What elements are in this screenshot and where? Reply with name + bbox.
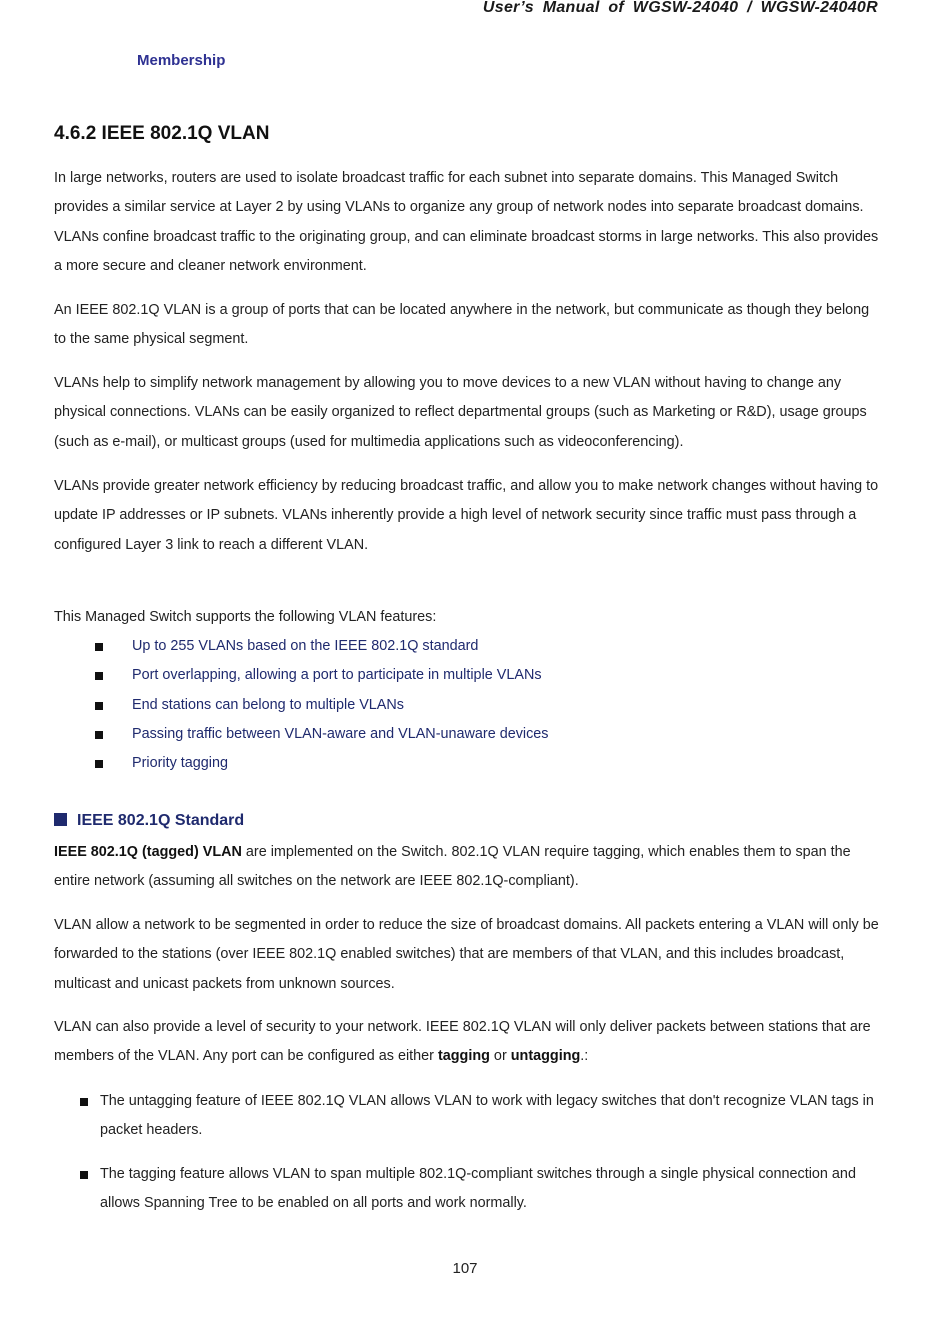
list-item [92, 691, 549, 720]
feature-text: Priority tagging [132, 755, 228, 772]
paragraph-vlan-management: VLANs help to simplify network management by allowing you to move devices to a new VLAN without having to change any physical connections. VLANs can be easily organized to reflect departmental groups (such as Marketing or R&D), usage groups (such as e-mail), or multicast groups (used for multimedia applications such as videoconferencing). [54, 375, 867, 450]
page-header: User’s Manual of WGSW-24040 / WGSW-24040R [482, 0, 878, 16]
feature-text: Passing traffic between VLAN-aware and VLAN-unaware devices [132, 725, 549, 742]
heading-square-icon [54, 813, 67, 826]
bullet-square-icon [95, 760, 103, 768]
features-intro: This Managed Switch supports the following VLAN features: [54, 609, 437, 625]
bullet-square-icon [95, 731, 103, 739]
paragraph-vlan-security [54, 1013, 884, 1072]
untagging-term: untagging [510, 1048, 581, 1065]
subsection-heading-text: IEEE 802.1Q Standard [77, 812, 245, 829]
bullet-square-icon [95, 672, 103, 680]
features-list [92, 632, 549, 778]
security-text-c: or [489, 1048, 511, 1065]
feature-text: Up to 255 VLANs based on the IEEE 802.1Q standard [132, 638, 479, 654]
paragraph-tagged-vlan [54, 838, 884, 897]
untagging-bullet-text: The untagging feature of IEEE 802.1Q VLAN allows VLAN to work with legacy switches that don't recognize VLAN tags in packet headers. [100, 1093, 874, 1139]
list-item [92, 632, 549, 661]
list-item [92, 720, 549, 749]
subsection-heading [54, 812, 244, 830]
tagged-vlan-term: IEEE 802.1Q (tagged) VLAN [54, 844, 242, 860]
membership-label: Membership [137, 52, 226, 69]
security-text-a: VLAN can also provide a level of security to your network. IEEE 802.1Q VLAN will only deliver packets between stations that are members of the VLAN. Any port can be configured as either [54, 1019, 871, 1065]
bullet-square-icon [95, 643, 103, 651]
paragraph-vlan-intro: In large networks, routers are used to isolate broadcast traffic for each subnet into separate domains. This Managed Switch provides a similar service at Layer 2 by using VLANs to organize any group of network nodes into separate broadcast domains. VLANs confine broadcast traffic to the originating group, and can eliminate broadcast storms in large networks. This also provides a more secure and cleaner network environment. [54, 170, 879, 274]
list-item [78, 1087, 878, 1146]
bullet-square-icon [95, 702, 103, 710]
paragraph-vlan-definition: An IEEE 802.1Q VLAN is a group of ports that can be located anywhere in the network, but communicate as though they belong to the same physical segment. [54, 302, 870, 348]
tagging-term: tagging [437, 1048, 490, 1065]
section-heading: 4.6.2 IEEE 802.1Q VLAN [54, 123, 270, 144]
paragraph-vlan-efficiency: VLANs provide greater network efficiency by reducing broadcast traffic, and allow you to make network changes without having to update IP addresses or IP subnets. VLANs inherently provide a high level of network security since traffic must pass through a configured Layer 3 link to reach a different VLAN. [54, 478, 879, 553]
security-text-d: .: [580, 1048, 589, 1065]
tagged-vlan-desc: are implemented on the Switch. 802.1Q VLAN require tagging, which enables them to span the entire network (assuming all switches on the network are IEEE 802.1Q-compliant). [54, 844, 851, 890]
page-number: 107 [452, 1260, 478, 1277]
list-item [78, 1160, 878, 1219]
feature-text: Port overlapping, allowing a port to participate in multiple VLANs [132, 667, 542, 684]
paragraph-vlan-segmentation: VLAN allow a network to be segmented in order to reduce the size of broadcast domains. All packets entering a VLAN will only be forwarded to the stations (over IEEE 802.1Q enabled switches) that are members of that VLAN, and this includes broadcast, multicast and unicast packets from unknown sources. [54, 917, 879, 992]
tagging-bullet-text: The tagging feature allows VLAN to span multiple 802.1Q-compliant switches through a single physical connection and allows Spanning Tree to be enabled on all ports and work normally. [100, 1166, 856, 1212]
feature-text: End stations can belong to multiple VLANs [132, 696, 404, 713]
list-item [92, 661, 549, 690]
bullet-square-icon [80, 1098, 88, 1106]
list-item [92, 749, 549, 778]
bullet-square-icon [80, 1171, 88, 1179]
